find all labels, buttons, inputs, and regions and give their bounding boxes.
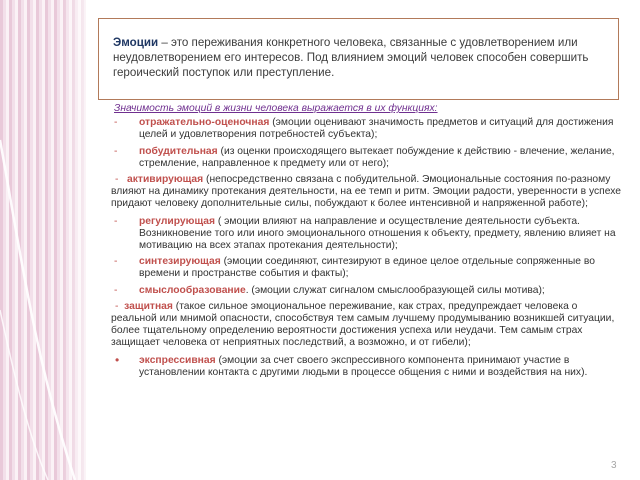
function-item — [111, 146, 623, 170]
function-name: защитная — [124, 300, 173, 312]
function-item — [111, 285, 623, 297]
dash-marker: - — [115, 174, 119, 186]
dash-marker: - — [114, 284, 118, 296]
dash-marker: - — [114, 256, 118, 268]
callout-term: Эмоции — [113, 36, 159, 49]
dash-marker: - — [114, 215, 118, 227]
function-name: активирующая — [127, 174, 204, 186]
functions-intro: Значимость эмоций в жизни человека выражается в их функциях: — [114, 103, 438, 114]
dash-marker: - — [115, 300, 119, 312]
bullet-icon: • — [115, 352, 120, 367]
function-description: (эмоции за счет своего экспрессивного компонента принимают участие в установлении контакта с другими людьми в процессе общения с ними и воздействия на них). — [139, 354, 588, 378]
function-item — [111, 174, 623, 211]
function-description: (непосредственно связана с побудительной. Эмоциональные состояния по-разному влияют на динамику протекания деятельности, на ее темп и ритм. Эмоции радости, уверенности в успехе придают человеку дополнительные силы, побуждают к более интенсивной и напряженной работе); — [111, 174, 621, 210]
function-description: (такое сильное эмоциональное переживание, как страх, предупреждает человека о реальной или мнимой опасности, способствуя тем самым лучшему продумыванию возникшей ситуации, более тщательному определению вероятности достижения успеха или неудачи. Тем самым страх защищает человека от неприятных последствий, а возможно, и от гибели); — [111, 300, 615, 349]
dash-marker: - — [114, 117, 118, 129]
function-name: экспрессивная — [139, 354, 216, 366]
function-name: смыслообразование — [139, 284, 246, 296]
function-name: отражательно-оценочная — [139, 117, 270, 129]
function-description: (из оценки происходящего вытекает побуждение к действию - влечение, желание, стремление, направленное к предмету или от него); — [139, 145, 615, 169]
function-item — [111, 256, 623, 280]
page-number: 3 — [611, 460, 617, 471]
functions-section — [111, 103, 623, 383]
function-name: побудительная — [139, 145, 218, 157]
function-item — [111, 301, 623, 350]
callout-text: – это переживания конкретного человека, связанные с удовлетворением или неудовлетворением его интересов. Под влиянием эмоций человек способен совершить героический поступок или преступление. — [113, 36, 589, 79]
function-item — [111, 216, 623, 253]
function-name: регулирующая — [139, 215, 215, 227]
dash-marker: - — [114, 145, 118, 157]
definition-callout — [98, 18, 619, 100]
function-name: синтезирующая — [139, 256, 221, 268]
function-item — [111, 352, 623, 379]
function-item — [111, 117, 623, 141]
function-description: (эмоции соединяют, синтезируют в единое целое отдельные сопряженные во времени и пространстве события и факты); — [139, 256, 595, 280]
function-description: . (эмоции служат сигналом смыслообразующей силы мотива); — [245, 284, 545, 296]
function-description: ( эмоции влияют на направление и осуществление деятельности субъекта. Возникновение того или иного эмоционального отношения к объекту, предмету, явлению влияет на мотивацию на всех этапах протекания деятельности); — [139, 215, 616, 252]
function-description: (эмоции оценивают значимость предметов и ситуаций для достижения целей и удовлетворения потребностей субъекта); — [139, 117, 614, 141]
